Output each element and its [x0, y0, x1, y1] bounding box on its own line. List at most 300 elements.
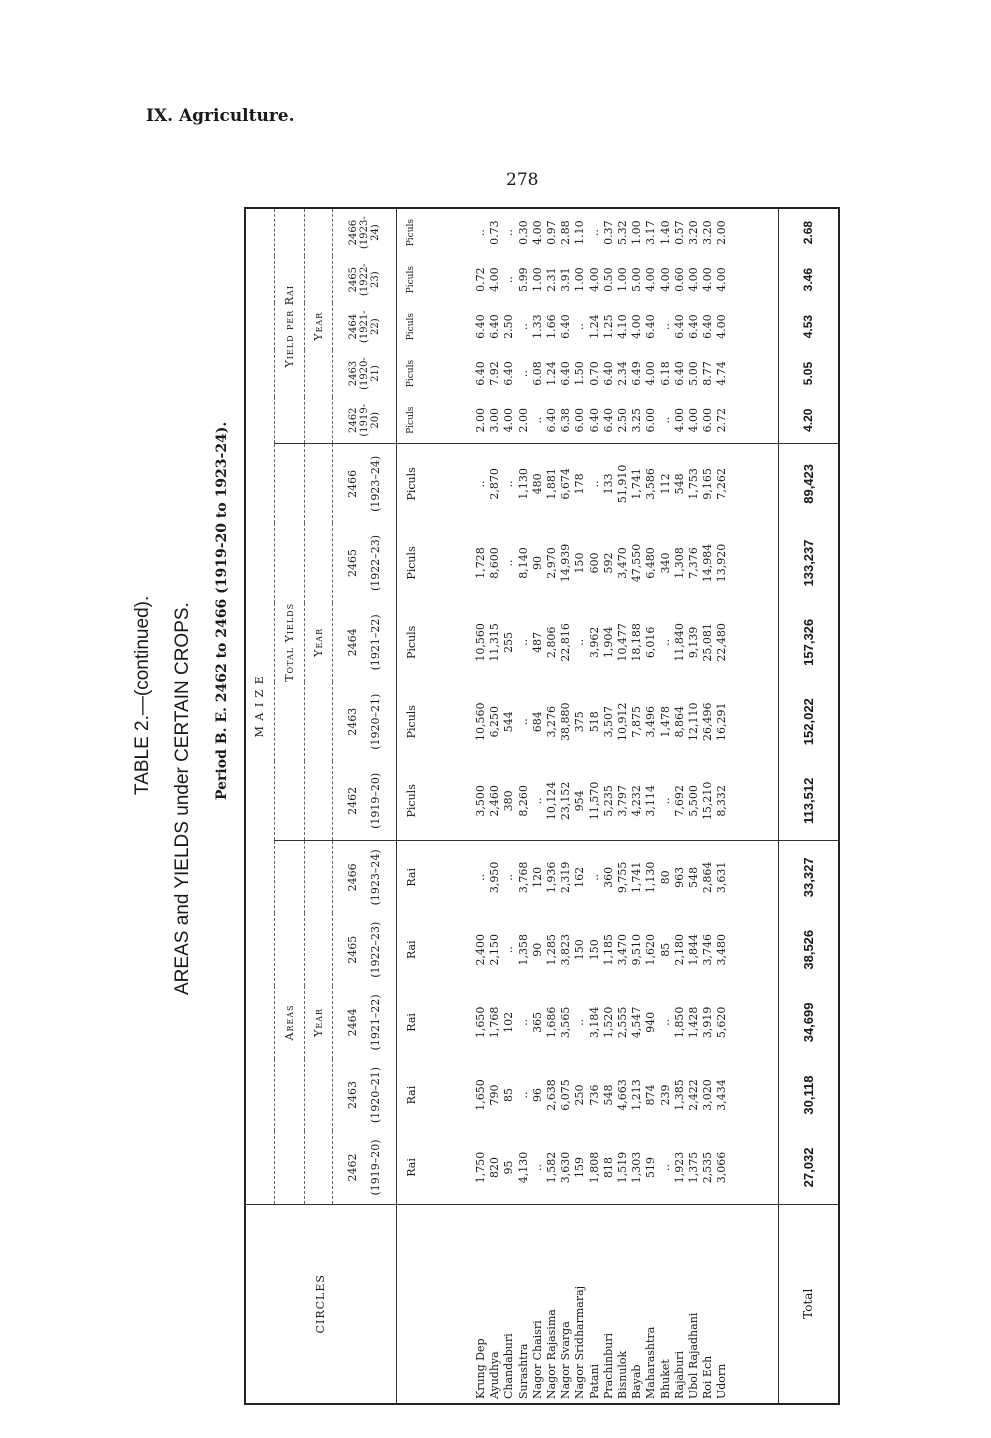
area-value: 1,358 — [516, 933, 530, 966]
area-value: 2,319 — [559, 861, 573, 894]
year-period: (1923–24) — [369, 455, 382, 512]
per-rai-value: 6.40 — [559, 361, 573, 386]
area-value: 3,746 — [701, 933, 715, 966]
area-value: 3,631 — [715, 861, 729, 894]
area-value: 250 — [573, 1084, 587, 1106]
area-value: 365 — [530, 1011, 544, 1033]
total-per_rai-value: 4.53 — [801, 314, 816, 339]
per-rai-value: 6.40 — [559, 314, 573, 339]
yield-value: 11,570 — [587, 781, 601, 821]
circle-name: Nagor Rajasima — [544, 1309, 558, 1399]
yield-value: 150 — [573, 552, 587, 574]
yield-value: 3,500 — [473, 785, 487, 817]
yield-value: 10,477 — [615, 623, 629, 662]
year-label: 2465 (1922-23) — [347, 263, 381, 297]
year-label: 2463 (1920-21) — [347, 357, 381, 390]
area-value: 80 — [658, 870, 672, 885]
area-value: 2,638 — [544, 1079, 558, 1111]
total-yields-value: 89,423 — [800, 464, 816, 504]
unit-label: Piculs — [404, 705, 418, 739]
per-rai-value: 0.57 — [672, 220, 686, 245]
yield-value: 178 — [573, 473, 587, 495]
per-rai-value: 1.24 — [587, 314, 601, 339]
area-value: 1,582 — [544, 1151, 558, 1184]
year-label: 2466 — [346, 469, 359, 498]
per-rai-value: 2.00 — [473, 407, 487, 433]
area-value: 9,755 — [615, 861, 629, 894]
yield-value: 10,124 — [544, 781, 558, 821]
area-value: 1,750 — [473, 1151, 487, 1184]
area-value: 1,285 — [544, 933, 558, 966]
per-rai-value: .. — [573, 323, 587, 331]
area-value: 2,180 — [672, 933, 686, 966]
area-value: 85 — [502, 1088, 516, 1103]
area-value: 3,434 — [715, 1079, 729, 1111]
area-value: 1,620 — [644, 933, 658, 966]
area-value: 239 — [658, 1084, 672, 1106]
per-rai-value: 4.00 — [715, 267, 729, 292]
yield-value: 380 — [502, 790, 516, 812]
area-value: .. — [516, 1018, 530, 1026]
yield-value: 2,970 — [544, 547, 558, 579]
area-value: 95 — [502, 1160, 516, 1175]
table-subtitle: AREAS and YIELDS under CERTAIN CROPS. — [172, 602, 193, 995]
per-rai-value: 8.77 — [701, 361, 715, 386]
per-rai-value: 2.72 — [715, 407, 729, 433]
year-header — [332, 1059, 396, 1132]
area-value: .. — [587, 873, 601, 881]
area-value: 96 — [530, 1088, 544, 1103]
yields-year-header: Year — [304, 444, 332, 841]
per-rai-value: 6.40 — [587, 407, 601, 433]
yield-value: 7,262 — [715, 468, 729, 500]
yield-value: 3,962 — [587, 626, 601, 659]
per-rai-value: 6.40 — [488, 314, 502, 339]
area-value: 1,213 — [630, 1079, 644, 1111]
areas-year-header: Year — [304, 841, 332, 1204]
area-value: 1,844 — [686, 933, 700, 966]
unit-label: Piculs — [396, 397, 426, 444]
area-value: 1,428 — [686, 1006, 700, 1039]
circle-name: Ayudhya — [488, 1351, 502, 1399]
per-rai-value: 3.25 — [630, 407, 644, 433]
table-title: TABLE 2.—(continued). — [132, 595, 153, 795]
circle-name: Chandaburi — [502, 1333, 516, 1399]
yield-value: 11,840 — [672, 623, 686, 662]
yield-value: 2,460 — [488, 785, 502, 817]
per-rai-value: 4.00 — [630, 314, 644, 339]
total-per_rai-value: 4.20 — [778, 397, 838, 444]
per-rai-value: 3.20 — [701, 220, 715, 245]
area-value: 90 — [530, 942, 544, 957]
year-period: (1920–21) — [369, 1067, 382, 1124]
per-rai-value: 1.25 — [601, 314, 615, 339]
unit-label: Rai — [396, 1131, 426, 1204]
per_rai-column — [426, 397, 778, 444]
year-label: 2465 — [346, 549, 359, 577]
per-rai-value: 4.00 — [587, 267, 601, 292]
year-period: (1922–23) — [369, 534, 382, 592]
yield-value: 1,753 — [686, 468, 700, 500]
per-rai-value: 6.49 — [630, 361, 644, 386]
per-rai-value: 3.91 — [559, 267, 573, 292]
yield-value: 4,232 — [630, 785, 644, 817]
year-header — [332, 603, 396, 682]
year-header — [332, 397, 396, 444]
yield-value: 1,881 — [544, 468, 558, 500]
per-rai-value: 6.40 — [544, 407, 558, 433]
yield-value: 3,797 — [615, 785, 629, 817]
per-rai-value: 0.73 — [488, 220, 502, 245]
area-value: 1,519 — [615, 1151, 629, 1184]
area-value: 3,768 — [516, 861, 530, 894]
per-rai-value: 1.50 — [573, 361, 587, 386]
yield-value: 12,110 — [686, 702, 700, 741]
per-rai-value: 1.00 — [573, 267, 587, 292]
year-period: (1921–22) — [369, 994, 382, 1051]
area-value: .. — [530, 1163, 544, 1171]
yield-value: 18,188 — [630, 623, 644, 662]
year-header — [332, 256, 396, 303]
year-header — [332, 444, 396, 523]
circle-name: Krung Dep — [473, 1338, 487, 1399]
yield-value: 2,870 — [488, 468, 502, 500]
areas-column — [426, 986, 778, 1059]
per-rai-value: 6.00 — [701, 407, 715, 433]
yield-value: 8,864 — [672, 705, 686, 738]
per-rai-value: 2.00 — [715, 220, 729, 245]
area-value: 4,130 — [516, 1151, 530, 1184]
area-value: 1,650 — [473, 1006, 487, 1039]
yield-value: 1,478 — [658, 705, 672, 738]
yield-value: .. — [658, 797, 672, 805]
yield-value: 15,210 — [701, 781, 715, 821]
per-rai-value: 3.20 — [686, 220, 700, 245]
yield-value: 5,500 — [686, 785, 700, 817]
unit-label: Piculs — [406, 266, 417, 294]
area-value: 102 — [502, 1011, 516, 1033]
yield-value: 7,875 — [630, 705, 644, 738]
per-rai-value: 0.30 — [516, 220, 530, 245]
circle-name: Surashtra — [516, 1343, 530, 1399]
year-period: (1923–24) — [369, 849, 382, 906]
area-value: 1,741 — [630, 861, 644, 894]
area-value: 1,375 — [686, 1151, 700, 1184]
per-rai-value: 5.00 — [630, 267, 644, 292]
per-rai-value: 6.40 — [601, 407, 615, 433]
year-period: (1919–20) — [369, 772, 382, 829]
yields-column — [426, 603, 778, 682]
circle-name: Nagor Chaisri — [530, 1320, 544, 1399]
area-value: 3,066 — [715, 1151, 729, 1184]
areas-column — [426, 913, 778, 986]
total-per_rai-value: 3.46 — [801, 268, 816, 292]
period-caption: Period B. E. 2462 to 2466 (1919-20 to 1923-24). — [214, 421, 230, 800]
area-value: 790 — [488, 1084, 502, 1106]
unit-label: Rai — [404, 1085, 418, 1105]
year-period: (1922–23) — [369, 921, 382, 978]
yield-value: 25,081 — [701, 623, 715, 662]
area-value: 3,950 — [488, 861, 502, 894]
area-value: .. — [573, 1018, 587, 1026]
unit-label: Piculs — [404, 625, 418, 660]
yield-value: 3,496 — [644, 705, 658, 738]
per-rai-value: .. — [502, 229, 516, 237]
per-rai-value: .. — [473, 229, 487, 237]
area-value: 519 — [644, 1156, 658, 1178]
circle-name: Nagor Svarga — [559, 1321, 573, 1399]
circle-name: Prachinburi — [601, 1333, 615, 1399]
total-yields-value: 157,326 — [800, 618, 816, 666]
per-rai-value: 0.37 — [601, 220, 615, 245]
total-areas-value: 38,526 — [800, 929, 816, 970]
area-value: 1,650 — [473, 1079, 487, 1111]
yields-column — [426, 444, 778, 523]
yield-value: 133 — [601, 473, 615, 495]
yield-value: 684 — [530, 711, 544, 733]
yield-value: .. — [502, 480, 516, 488]
crop-header: M A I Z E — [246, 209, 274, 1204]
yield-value: 5,235 — [601, 785, 615, 817]
yield-value: 22,480 — [715, 623, 729, 662]
year-label: 2464 — [346, 628, 359, 657]
area-value: 3,823 — [559, 933, 573, 966]
per-rai-value: 6.40 — [473, 314, 487, 339]
yield-value: 23,152 — [559, 781, 573, 821]
year-header — [332, 913, 396, 986]
total-areas-value: 27,032 — [778, 1131, 838, 1204]
per-rai-value: 4.00 — [530, 220, 544, 245]
area-value: 159 — [573, 1156, 587, 1178]
per-rai-value: 2.34 — [615, 361, 629, 386]
yield-value: 592 — [601, 552, 615, 574]
year-label: 2463 — [346, 1081, 359, 1110]
yield-value: 11,315 — [488, 623, 502, 662]
unit-label: Piculs — [404, 546, 418, 580]
per-rai-value: 6.40 — [672, 314, 686, 339]
per-rai-value: 5.99 — [516, 267, 530, 292]
yield-value: .. — [502, 559, 516, 567]
per-rai-value: 3.00 — [488, 407, 502, 433]
yield-value: 487 — [530, 631, 544, 653]
per-rai-value: .. — [658, 416, 672, 424]
year-label: 2466 (1923-24) — [347, 216, 381, 249]
maize-table — [244, 207, 840, 1405]
unit-label: Rai — [404, 868, 418, 887]
per-rai-value: 6.40 — [644, 314, 658, 339]
yield-value: 112 — [658, 473, 672, 495]
area-value: 150 — [573, 939, 587, 961]
total-per_rai-value: 2.68 — [801, 220, 816, 245]
yield-value: 375 — [573, 711, 587, 733]
yield-value: .. — [573, 638, 587, 646]
unit-label: Piculs — [404, 467, 418, 501]
area-value: .. — [658, 1163, 672, 1171]
per-rai-value: 4.00 — [672, 407, 686, 433]
area-value: 2,400 — [473, 933, 487, 966]
area-value: 2,535 — [701, 1151, 715, 1184]
circle-name: Udorn — [715, 1363, 729, 1399]
areas-group-header: Areas — [274, 841, 304, 1204]
unit-label: Rai — [404, 1013, 418, 1032]
per-rai-value: .. — [516, 323, 530, 331]
year-label: 2463 — [346, 707, 359, 736]
per-rai-value: 0.50 — [601, 267, 615, 292]
per-rai-value: 3.17 — [644, 220, 658, 245]
per-rai-value: 0.72 — [473, 267, 487, 292]
section-header: IX. Agriculture. — [146, 106, 295, 126]
area-value: 1,130 — [644, 861, 658, 894]
area-value: 548 — [686, 866, 700, 888]
per-rai-value: 6.40 — [686, 314, 700, 339]
unit-label: Rai — [404, 940, 418, 960]
data-table — [246, 209, 838, 1403]
yield-value: 10,560 — [473, 623, 487, 662]
circle-name: Bayab — [630, 1364, 644, 1399]
year-header — [332, 523, 396, 602]
total-areas-value: 34,699 — [800, 1002, 816, 1043]
yield-value: 3,114 — [644, 785, 658, 817]
per-rai-value: 4.00 — [502, 407, 516, 433]
area-value: 1,686 — [544, 1006, 558, 1039]
area-value: 1,808 — [587, 1151, 601, 1184]
area-value: 3,470 — [615, 933, 629, 966]
per-rai-value: 4.74 — [715, 361, 729, 386]
per-rai-value: 4.00 — [686, 267, 700, 292]
per-rai-value: 4.00 — [686, 407, 700, 433]
year-label: 2462 — [346, 786, 359, 815]
per-rai-value: .. — [658, 323, 672, 331]
area-value: 3,565 — [559, 1006, 573, 1039]
yield-value: 3,586 — [644, 468, 658, 500]
year-label: 2462 — [346, 1153, 359, 1182]
unit-label: Piculs — [406, 218, 417, 247]
year-period: (1920–21) — [369, 693, 382, 750]
per-rai-value: .. — [516, 370, 530, 378]
total-yields-group-header: Total Yields — [274, 444, 304, 841]
area-value: 736 — [587, 1084, 601, 1106]
per-rai-value: 4.00 — [488, 267, 502, 292]
per-rai-value: 4.00 — [658, 267, 672, 292]
unit-label: Piculs — [406, 312, 417, 341]
year-label: 2464 — [346, 1008, 359, 1037]
per_rai-column — [426, 256, 778, 303]
per-rai-value: 1.66 — [544, 314, 558, 339]
yield-value: 10,912 — [615, 702, 629, 741]
yield-value: 22,816 — [559, 623, 573, 662]
yield-value: 6,674 — [559, 468, 573, 500]
area-value: 1,385 — [672, 1079, 686, 1111]
per-rai-value: 5.00 — [686, 361, 700, 386]
area-value: .. — [502, 873, 516, 881]
per-rai-value: 1.33 — [530, 314, 544, 339]
circle-name: Nagor Sridharmaraj — [573, 1285, 587, 1399]
per-rai-value: .. — [530, 416, 544, 424]
year-header — [332, 1131, 396, 1204]
yield-value: 1,904 — [601, 626, 615, 659]
yields-column — [426, 761, 778, 840]
total-label: Total — [801, 1288, 816, 1319]
area-value: 1,936 — [544, 861, 558, 894]
per_rai-column — [426, 350, 778, 397]
yield-value: .. — [587, 480, 601, 488]
area-value: 85 — [658, 942, 672, 957]
per-rai-value: .. — [502, 276, 516, 284]
total-yields-value: 133,237 — [800, 539, 816, 587]
per-rai-value: 6.40 — [701, 314, 715, 339]
yield-value: 480 — [530, 473, 544, 495]
per-rai-value: 0.97 — [544, 220, 558, 245]
year-header — [332, 761, 396, 840]
circles-column — [426, 1204, 778, 1403]
area-value: 1,768 — [488, 1006, 502, 1039]
area-value: 818 — [601, 1156, 615, 1178]
total-areas-value: 33,327 — [800, 857, 816, 898]
year-period: (1921–22) — [369, 614, 382, 671]
circle-name: Patani — [587, 1363, 601, 1399]
per-rai-value: 2.31 — [544, 267, 558, 292]
year-header — [332, 841, 396, 914]
year-header — [332, 350, 396, 397]
area-value: 874 — [644, 1084, 658, 1106]
area-value: 963 — [672, 866, 686, 888]
per-rai-value: 0.70 — [587, 361, 601, 386]
yield-value: 7,376 — [686, 547, 700, 579]
per-rai-value: 1.00 — [630, 220, 644, 245]
area-value: 3,630 — [559, 1151, 573, 1184]
yield-per-rai-group-header: Yield per Rai — [274, 209, 304, 444]
per-rai-value: 1.10 — [573, 220, 587, 245]
circle-name: Bhuket — [658, 1359, 672, 1399]
unit-blank — [396, 1204, 426, 1403]
yield-value: 9,139 — [686, 626, 700, 659]
per-rai-value: 6.40 — [502, 361, 516, 386]
area-value: 3,020 — [701, 1079, 715, 1111]
unit-label: Piculs — [406, 359, 417, 388]
year-label: 2462 (1919-20) — [347, 403, 381, 437]
total-per_rai-value: 5.05 — [801, 361, 816, 386]
per-rai-value: 6.38 — [559, 407, 573, 433]
per-rai-value: 4.00 — [715, 314, 729, 339]
area-value: 3,184 — [587, 1006, 601, 1039]
area-value: 162 — [573, 866, 587, 888]
area-value: .. — [658, 1018, 672, 1026]
per-rai-year-header: Year — [304, 209, 332, 444]
yield-value: .. — [658, 638, 672, 646]
circle-name: Maharashtra — [644, 1326, 658, 1399]
yield-value: 90 — [530, 556, 544, 570]
area-value: 3,919 — [701, 1006, 715, 1039]
year-header — [332, 303, 396, 350]
yield-value: 6,016 — [644, 626, 658, 659]
per-rai-value: 1.00 — [530, 267, 544, 292]
area-value: 4,663 — [615, 1079, 629, 1111]
per-rai-value: 2.88 — [559, 220, 573, 245]
per-rai-value: 6.18 — [658, 361, 672, 386]
per-rai-value: 4.10 — [615, 314, 629, 339]
yield-value: 51,910 — [615, 464, 629, 504]
yield-value: 3,470 — [615, 547, 629, 579]
per-rai-value: 2.50 — [615, 407, 629, 433]
area-value: 1,185 — [601, 933, 615, 966]
year-label: 2465 — [346, 935, 359, 964]
yield-value: 47,550 — [630, 543, 644, 583]
year-label: 2466 — [346, 863, 359, 892]
circle-name: Bisnulok — [615, 1350, 629, 1399]
yield-value: .. — [473, 480, 487, 488]
area-value: 548 — [601, 1084, 615, 1106]
yield-value: 518 — [587, 711, 601, 733]
